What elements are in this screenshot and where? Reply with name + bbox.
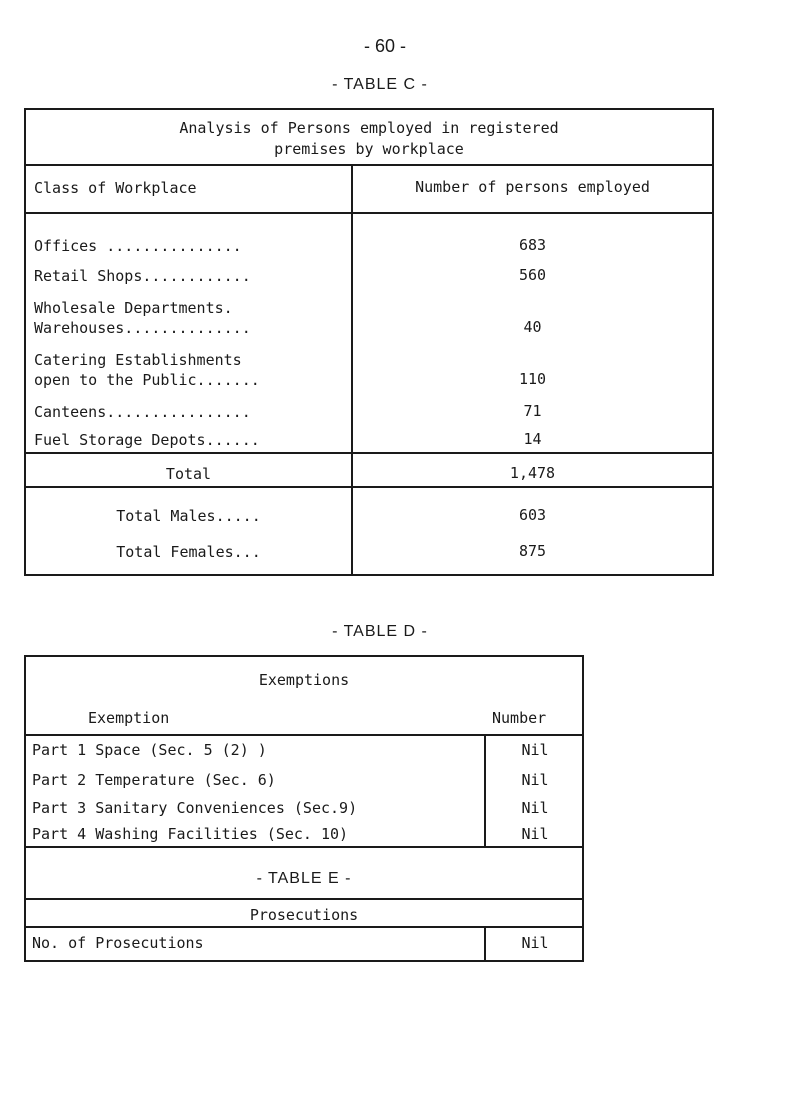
table-e-row-label: No. of Prosecutions — [32, 934, 204, 952]
table-c-females-label: Total Females... — [116, 543, 261, 561]
table-c-row-label: Canteens................ — [34, 403, 251, 421]
page-number: - 60 - — [363, 36, 406, 56]
table-c-col1-header: Class of Workplace — [34, 179, 197, 197]
table-c-row-value: 14 — [523, 430, 542, 448]
table-c-heading-line1: Analysis of Persons employed in registered — [179, 119, 559, 137]
table-c-row-label: Catering Establishments — [34, 351, 242, 369]
table-c-males-value: 603 — [518, 506, 547, 524]
table-e-heading: Prosecutions — [249, 906, 359, 924]
table-c — [24, 108, 714, 576]
table-d-row-label: Part 2 Temperature (Sec. 6) — [32, 771, 276, 789]
table-d-divider — [26, 734, 582, 736]
table-c-total-value: 1,478 — [509, 464, 556, 482]
table-c-divider — [26, 164, 712, 166]
table-c-females-value: 875 — [518, 542, 547, 560]
table-d-row-label: Part 4 Washing Facilities (Sec. 10) — [32, 825, 349, 843]
table-e — [24, 846, 584, 962]
table-c-title: - TABLE C - — [332, 76, 428, 93]
table-c-row-value: 71 — [523, 402, 542, 420]
table-c-row-label: Retail Shops............ — [34, 267, 251, 285]
table-d-row-label: Part 1 Space (Sec. 5 (2) ) — [32, 741, 267, 759]
table-c-total-label: Total — [165, 465, 212, 483]
table-c-row-label: Fuel Storage Depots...... — [34, 431, 260, 449]
table-d-row-value: Nil — [521, 825, 549, 843]
table-c-row-label: Wholesale Departments. — [34, 299, 233, 317]
table-c-row-value: 560 — [518, 266, 547, 284]
table-e-row-value: Nil — [521, 934, 549, 952]
table-e-divider — [26, 926, 582, 928]
table-d-col2-header: Number — [492, 709, 547, 727]
table-c-divider — [26, 452, 712, 454]
table-c-males-label: Total Males..... — [116, 507, 261, 525]
table-c-divider — [26, 486, 712, 488]
table-c-row-label-cont: Warehouses.............. — [34, 319, 251, 337]
table-c-row-label-cont: open to the Public....... — [34, 371, 260, 389]
table-d-row-label: Part 3 Sanitary Conveniences (Sec.9) — [32, 799, 358, 817]
table-c-divider — [26, 212, 712, 214]
table-d-row-value: Nil — [521, 799, 549, 817]
table-c-row-label: Offices ............... — [34, 237, 242, 255]
table-c-heading-line2: premises by workplace — [274, 140, 464, 158]
table-d — [24, 655, 584, 848]
table-c-row-value: 110 — [518, 370, 547, 388]
table-d-row-value: Nil — [521, 741, 549, 759]
table-c-row-value: 683 — [518, 236, 547, 254]
table-c-row-value: 40 — [523, 318, 542, 336]
table-d-row-value: Nil — [521, 771, 549, 789]
table-d-col1-header: Exemption — [88, 709, 170, 727]
table-d-heading: Exemptions — [258, 671, 350, 689]
table-d-title: - TABLE D - — [332, 623, 428, 640]
table-c-col2-header: Number of persons employed — [415, 178, 650, 196]
table-e-divider — [26, 898, 582, 900]
table-e-title: - TABLE E - — [256, 870, 352, 887]
